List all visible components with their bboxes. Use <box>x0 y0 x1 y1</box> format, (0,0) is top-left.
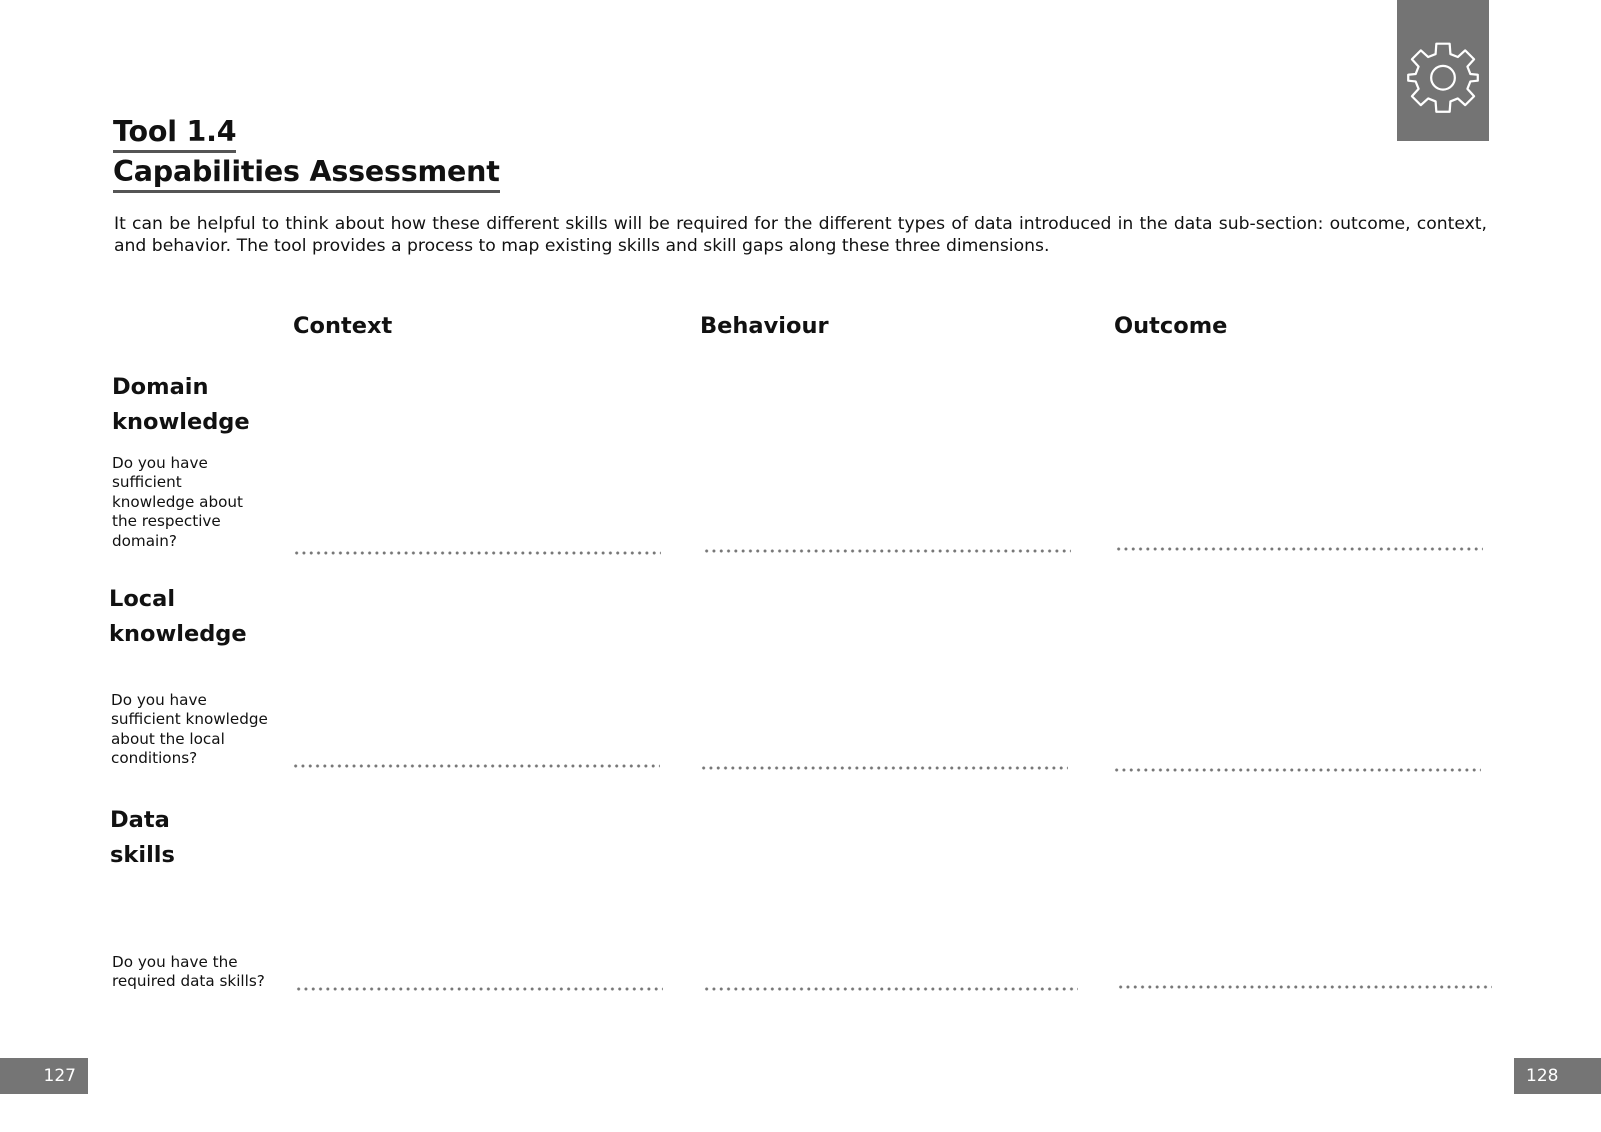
row-title-line: Data <box>110 807 170 833</box>
column-header-context: Context <box>293 313 393 339</box>
tool-number: Tool 1.4 <box>113 113 236 153</box>
intro-paragraph: It can be helpful to think about how these different skills will be required for the different types of data introduced in the data sub-section: outcome, context, and behavior. The tool provides a process to map existing skills and skill gaps along these three dimensions. <box>114 214 1487 256</box>
question-data-skills: Do you have the required data skills? <box>112 953 265 991</box>
row-title-domain-knowledge <box>112 370 250 440</box>
tool-title: Capabilities Assessment <box>113 153 500 193</box>
page-number-left-text: 127 <box>43 1066 76 1086</box>
column-header-behaviour: Behaviour <box>700 313 829 339</box>
tool-badge <box>1397 0 1489 141</box>
answer-line-data-context[interactable] <box>295 987 663 991</box>
page-number-left <box>0 1058 88 1094</box>
page-number-right <box>1514 1058 1601 1094</box>
row-title-data-skills <box>110 803 175 873</box>
row-title-line: skills <box>110 842 175 868</box>
row-title-line: Domain <box>112 374 209 400</box>
row-title-line: knowledge <box>109 621 247 647</box>
row-title-line: knowledge <box>112 409 250 435</box>
answer-line-local-context[interactable] <box>292 764 660 768</box>
question-domain-knowledge: Do you have sufficient knowledge about the respective domain? <box>112 454 243 550</box>
gear-icon <box>1406 40 1480 114</box>
answer-line-local-outcome[interactable] <box>1113 768 1481 772</box>
answer-line-local-behaviour[interactable] <box>700 766 1068 770</box>
page-title <box>113 113 500 193</box>
answer-line-data-behaviour[interactable] <box>703 987 1078 991</box>
row-title-local-knowledge <box>109 582 247 652</box>
answer-line-domain-behaviour[interactable] <box>703 549 1071 553</box>
answer-line-domain-outcome[interactable] <box>1115 547 1483 551</box>
column-header-outcome: Outcome <box>1114 313 1228 339</box>
answer-line-domain-context[interactable] <box>293 551 661 555</box>
page-number-right-text: 128 <box>1526 1066 1559 1086</box>
row-title-line: Local <box>109 586 176 612</box>
question-local-knowledge: Do you have sufficient knowledge about the local conditions? <box>111 691 268 768</box>
answer-line-data-outcome[interactable] <box>1117 985 1492 989</box>
